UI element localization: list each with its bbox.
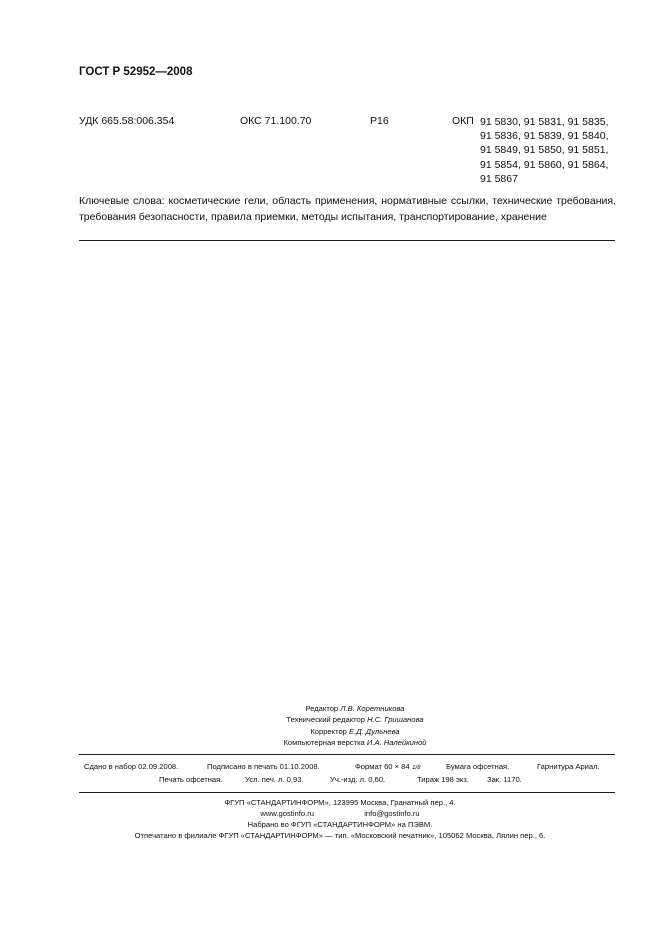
editor-name: Л.В. Коретникова [340,704,405,713]
oks-code: ОКС 71.100.70 [240,115,312,127]
okp-line: 91 5849, 91 5850, 91 5851, [480,144,609,157]
sent-to-set: Сдано в набор 02.09.2008. [84,762,179,771]
staff-divider [79,754,615,755]
editor-line [200,703,510,714]
signed-print: Подписано в печать 01.10.2008. [207,762,320,771]
document-code: ГОСТ Р 52952—2008 [79,66,193,78]
printing-note: Отпечатано в филиале ФГУП «СТАНДАРТИНФОРМ» — тип. «Московский печатник», 105062 Москва, Лялин пер., 6. [134,831,546,840]
publisher-email: info@gostinfo.ru [364,809,420,818]
okp-line: 91 5830, 91 5831, 91 5835, [480,116,609,128]
typesetting-note: Набрано во ФГУП «СТАНДАРТИНФОРМ» на ПЭВМ. [247,820,433,829]
order-number: Зак. 1170. [487,775,522,784]
imprint-divider [79,792,615,793]
tech-editor-label: Технический редактор [286,715,365,725]
group-code: Р16 [370,115,389,127]
typeface: Гарнитура Ариал. [537,762,600,771]
okp-label: ОКП [452,115,474,127]
section-divider [79,240,615,241]
layout-name: И.А. Налейкиной [366,737,427,747]
publisher-address: ФГУП «СТАНДАРТИНФОРМ», 123995 Москва, Гранатный пер., 4. [224,798,456,807]
format-fraction: 1/8 [411,765,421,771]
paper-type: Бумага офсетная. [446,762,510,771]
print-sheets: Усл. печ. л. 0,93. [245,775,304,784]
publisher-website: www.gostinfo.ru [260,809,314,818]
okp-line: 91 5867 [480,172,518,185]
layout-line [200,737,510,748]
proofreader-name: Е.Д. Дульнева [349,726,400,736]
okp-codes [480,115,608,186]
layout-label: Компьютерная верстка [283,737,365,747]
format-text: Формат 60 × 84 [355,762,410,771]
print-type: Печать офсетная. [159,775,223,784]
publishing-sheets: Уч.-изд. л. 0,60. [330,775,386,784]
editor-label: Редактор [305,704,339,713]
print-run: Тираж 198 экз. [417,775,469,784]
proofreader-label: Корректор [310,726,347,736]
okp-line: 91 5854, 91 5860, 91 5864, [480,158,609,171]
tech-editor-name: Н.С. Гришанова [367,715,424,725]
editorial-staff [200,703,510,748]
okp-line: 91 5836, 91 5839, 91 5840, [480,130,609,143]
tech-editor-line [200,714,510,725]
proofreader-line [200,726,510,737]
keywords-paragraph: Ключевые слова: косметические гели, область применения, нормативные ссылки, технические требования, требования безопасности, правила приемки, методы испытания, транспортирование, хранение [79,195,616,223]
print-format [355,762,420,771]
udk-code: УДК 665.58:006.354 [79,115,175,127]
publisher-contacts [60,808,620,819]
